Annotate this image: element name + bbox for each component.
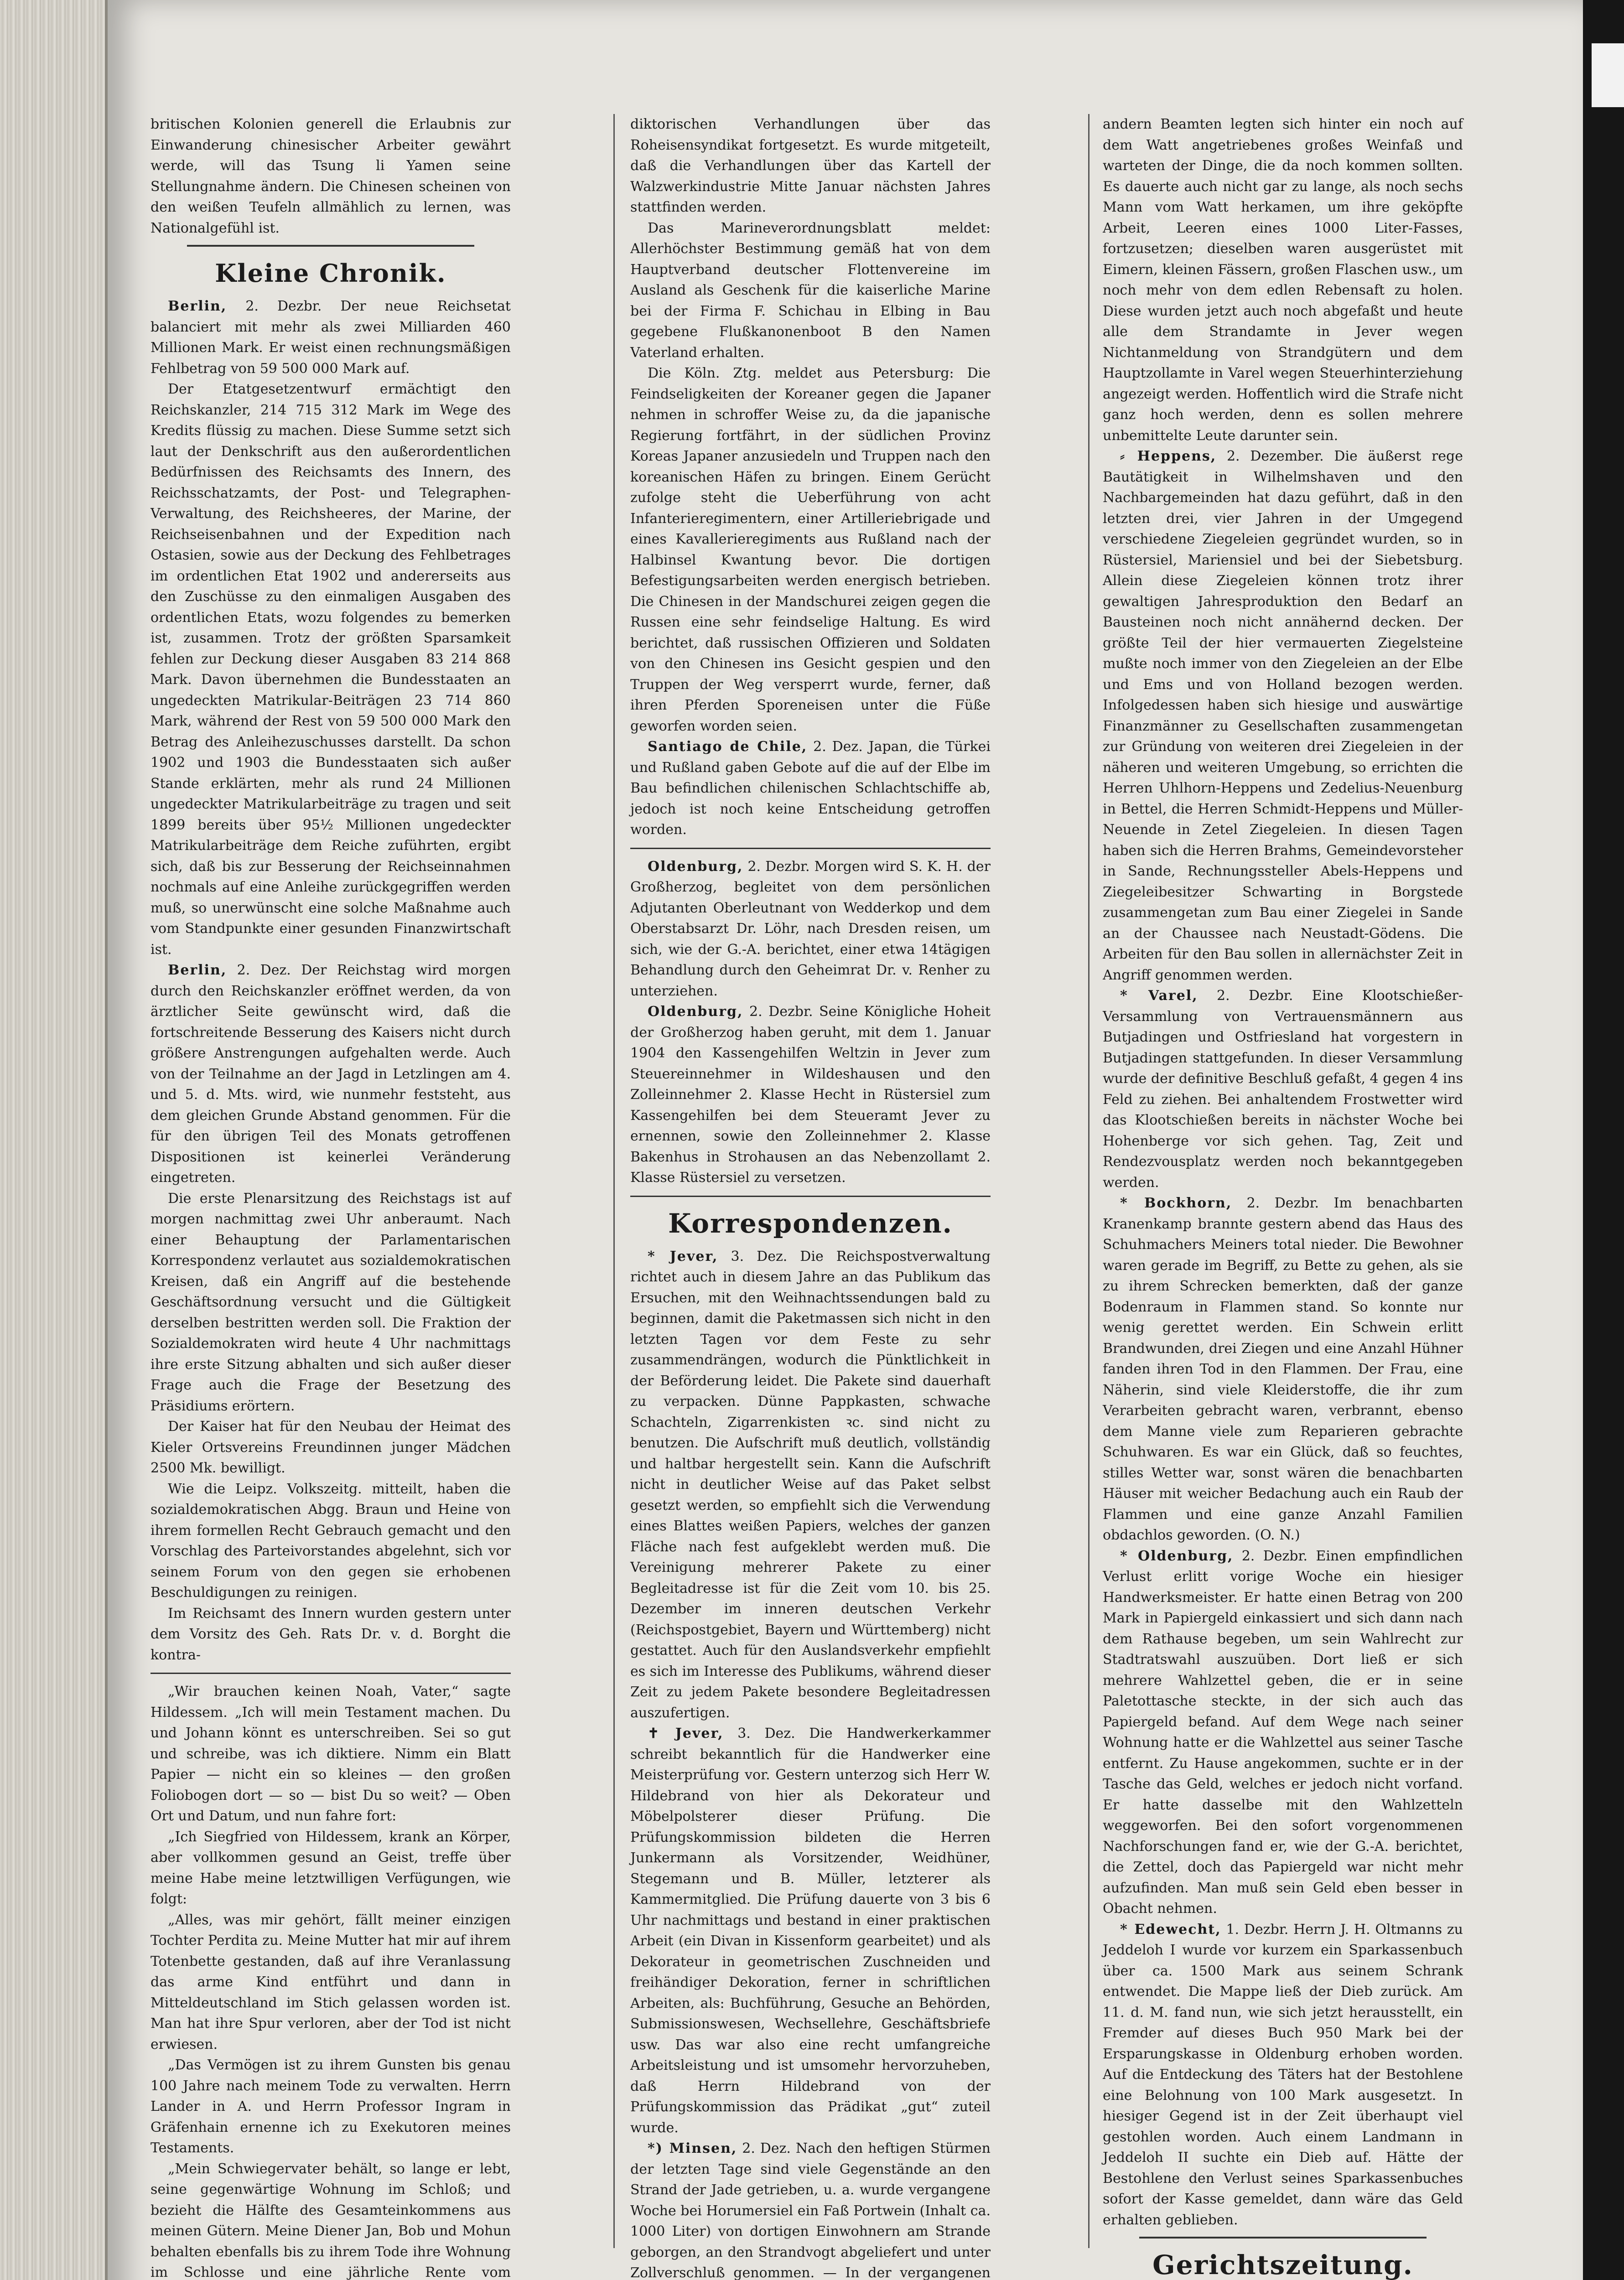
news-item: * Varel, 2. Dezbr. Eine Klootschießer-Versammlung von Vertrauensmännern aus Butjadingen und Ostfriesland hat vorgestern in Butjadingen stattgefunden. In dieser Versammlung wurde der definitive Beschluß gefaßt, 4 gegen 4 ins Feld zu ziehen. Bei anhaltendem Frostwetter wird das Klootschießen bereits in nächster Woche bei Hohenberge vor sich gehen. Tag, Zeit und Rendezvousplatz werden noch bekanntgegeben werden.	[1103, 988, 1463, 1191]
news-item: Wie die Leipz. Volkszeitg. mitteilt, haben die sozialdemokratischen Abgg. Braun und Heine von ihrem formellen Recht Gebrauch gemacht und den Vorschlag des Parteivorstandes abgelehnt, sich vor seinem Forum von den gegen sie erhobenen Beschuldigungen zu reinigen.	[150, 1481, 511, 1601]
news-item: Der Kaiser hat für den Neubau der Heimat des Kieler Ortsvereins Freundinnen junger Mädchen 2500 Mk. bewilligt.	[150, 1419, 511, 1476]
column-2	[630, 114, 991, 2280]
section-rule	[630, 848, 991, 849]
novel-paragraph: „Wir brauchen keinen Noah, Vater,“ sagte Hildessem. „Ich will mein Testament machen. Du und Johann könnt es unterschreiben. Sei so gut und schreibe, was ich diktiere. Nimm ein Blatt Papier — nicht ein so kleines — den großen Foliobogen dort — so — bist Du so weit? — Oben Ort und Datum, und nun fahre fort:	[150, 1684, 511, 1824]
section-rule	[187, 245, 474, 247]
news-item: * Edewecht, 1. Dezbr. Herrn J. H. Oltmanns zu Jeddeloh I wurde vor kurzem ein Sparkassenbuch über ca. 1500 Mark aus seinem Schrank entwendet. Die Mappe ließ der Dieb zurück. Am 11. d. M. fand nun, wie sich jetzt herausstellt, ein Fremder auf dieses Buch 950 Mark bei der Ersparungskasse in Oldenburg erhoben worden. Auf die Entdeckung des Täters hat der Bestohlene eine Belohnung von 100 Mark ausgesetzt. In hiesiger Gegend ist in der Zeit überhaupt viel gestohlen worden. Auch einem Landmann in Jeddeloh II suchte ein Dieb auf. Hätte der Bestohlene den Verlust seines Sparkassenbuches sofort der Kasse gemeldet, dann wäre das Geld erhalten geblieben.	[1103, 1921, 1463, 2228]
news-item: Im Reichsamt des Innern wurden gestern unter dem Vorsitz des Geh. Rats Dr. v. d. Borght die kontra-	[150, 1605, 511, 1663]
section-heading: Korrespondenzen.	[668, 1207, 953, 1239]
article-text: britischen Kolonien generell die Erlaubnis zur Einwanderung chinesischer Arbeiter gewährt werde, will das Tsung li Yamen seine Stellungnahme ändern. Die Chinesen scheinen von den weißen Teufeln allmählich zu lernen, was Nationalgefühl ist.	[150, 116, 511, 236]
news-item: Oldenburg, 2. Dezbr. Seine Königliche Hoheit der Großherzog haben geruht, mit dem 1. Januar 1904 den Kassengehilfen Weltzin in Jever zum Steuereinnehmer in Wildeshausen und den Zolleinnehmer 2. Klasse Hecht in Rüstersiel zum Kassengehilfen bei dem Steueramt Jever zu ernennen, sowie den Zolleinnehmer 2. Klasse Bakenhus in Strohausen an das Nebenzollamt 2. Klasse Rüstersiel zu versetzen.	[630, 1004, 991, 1186]
dateline: * Varel,	[1120, 988, 1198, 1004]
scan-background	[1583, 0, 1624, 2280]
news-item: *) Minsen, 2. Dez. Nach den heftigen Stürmen der letzten Tage sind viele Gegenstände an den Strand der Jade getrieben, u. a. wurde vergangene Woche bei Horumersiel ein Faß Portwein (Inhalt ca. 1000 Liter) von dortigen Einwohnern am Strande geborgen, an den Strandvogt abgeliefert und unter Zollverschluß genommen. — In der vergangenen	[630, 2140, 991, 2280]
paper-tab	[1592, 43, 1624, 107]
news-item: Der Etatgesetzentwurf ermächtigt den Reichskanzler, 214 715 312 Mark im Wege des Kredits flüssig zu machen. Diese Summe setzt sich laut der Denkschrift aus den außerordentlichen Bedürfnissen des Reichsamts des Innern, des Reichsschatzamts, der Post- und Telegraphen-Verwaltung, des Reichsheeres, der Marine, der Reichseisenbahnen und der Expedition nach Ostasien, sowie aus der Deckung des Fehlbetrages im ordentlichen Etat 1902 und andererseits aus den Zuschüsse zu den einmaligen Ausgaben des ordentlichen Etats, wozu folgendes zu bemerken ist, zusammen. Trotz der größten Sparsamkeit fehlen zur Deckung dieser Ausgaben 83 214 868 Mark. Davon übernehmen die Bundesstaaten an ungedeckten Matrikular-Beiträgen 23 714 860 Mark, während der Rest von 59 500 000 Mark den Betrag des Anleihezuschusses darstellt. Da schon 1902 und 1903 die Bundesstaaten sich außer Stande erklärten, mehr als rund 24 Millionen ungedeckter Matrikularbeiträge zu tragen und seit 1899 bereits über 95½ Millionen ungedeckter Matrikularbeiträge dem Reiche zuführten, ergibt sich, daß bis zur Besserung der Reichseinnahmen nochmals auf eine Anleihe zurückgegriffen werden muß, so unerwünscht eine solche Maßnahme auch vom Standpunkte einer gesunden Finanzwirtschaft ist.	[150, 381, 511, 958]
book-page-edges	[0, 0, 108, 2280]
dateline: ⸗ Heppens,	[1120, 448, 1217, 464]
news-item: * Bockhorn, 2. Dezbr. Im benachbarten Kranenkamp brannte gestern abend das Haus des Schuhmachers Meiners total nieder. Die Bewohner waren gerade im Begriff, zu Bette zu gehen, als sie zu ihrem Schrecken bemerkten, daß der ganze Bodenraum in Flammen stand. So konnte nur wenig gerettet werden. Ein Schwein erlitt Brandwunden, drei Ziegen und eine Anzahl Hühner fanden ihren Tod in den Flammen. Der Frau, eine Näherin, sind viele Kleiderstoffe, die ihr zum Verarbeiten gebracht waren, verbrannt, ebenso dem Manne viele zum Reparieren gebrachte Schuhwaren. Es war ein Glück, daß so feuchtes, stilles Wetter war, sonst wären die benachbarten Häuser mit weicher Bedachung auch ein Raub der Flammen und eine ganze Anzahl Familien obdachlos geworden. (O. N.)	[1103, 1195, 1463, 1543]
dateline: Santiago de Chile,	[648, 739, 808, 755]
dateline: Berlin,	[168, 298, 227, 314]
news-item: * Oldenburg, 2. Dezbr. Einen empfindlichen Verlust erlitt vorige Woche ein hiesiger Handwerksmeister. Er hatte einen Betrag von 200 Mark in Papiergeld einkassiert und sich dann nach dem Rathause begeben, um sein Wahlrecht zur Stadtratswahl auszuüben. Dort ließ er sich mehrere Wahlzettel geben, die er in seine Paletottasche steckte, in der sich auch das Papiergeld befand. Auf dem Wege nach seiner Wohnung hatte er die Wahlzettel aus seiner Tasche entfernt. Zu Hause angekommen, suchte er in der Tasche das Geld, welches er jedoch nicht vorfand. Er hatte dasselbe mit den Wahlzetteln weggeworfen. Bei den sofort vorgenommenen Nachforschungen fand er, wie der G.-A. berichtet, die Zettel, doch das Papiergeld war nicht mehr aufzufinden. Man muß sein Geld eben besser in Obacht nehmen.	[1103, 1548, 1463, 1917]
dateline: * Oldenburg,	[1120, 1548, 1234, 1564]
dateline: * Jever,	[648, 1248, 718, 1264]
section-heading: Kleine Chronik.	[215, 259, 446, 288]
dateline: * Bockhorn,	[1120, 1195, 1232, 1211]
feuilleton-rule	[150, 1673, 511, 1674]
dateline: Oldenburg,	[648, 1004, 743, 1020]
news-item: Oldenburg, 2. Dezbr. Morgen wird S. K. H. der Großherzog, begleitet von dem persönlichen Adjutanten Oberleutnant von Wedderkop und dem Oberstabsarzt Dr. Löhr, nach Dresden reisen, um sich, wie der G.-A. berichtet, einer etwa 14tägigen Behandlung durch den Geheimrat Dr. v. Renher zu unterziehen.	[630, 858, 991, 999]
column-rule	[1088, 114, 1090, 2248]
dateline: Berlin,	[168, 962, 227, 978]
news-item: Das Marineverordnungsblatt meldet: Allerhöchster Bestimmung gemäß hat von dem Hauptverband deutscher Flottenvereine im Ausland als Geschenk für die kaiserliche Marine bei der Firma F. Schichau in Elbing in Bau gegebene Flußkanonenboot B den Namen Vaterland erhalten.	[630, 220, 991, 361]
novel-paragraph: „Das Vermögen ist zu ihrem Gunsten bis genau 100 Jahre nach meinem Tode zu verwalten. Herrn Lander in A. und Herrn Professor Ingram in Gräfenhain ernenne ich zu Exekutoren meines Testaments.	[150, 2057, 511, 2156]
article-text: diktorischen Verhandlungen über das Roheisensyndikat fortgesetzt. Es wurde mitgeteilt, daß die Verhandlungen über das Kartell der Walzwerkindustrie Mitte Januar nächsten Jahres stattfinden werden.	[630, 116, 991, 215]
article-text: andern Beamten legten sich hinter ein noch auf dem Watt angetriebenes großes Weinfaß und warteten der Dinge, die da noch kommen sollten. Es dauerte auch nicht gar zu lange, als noch sechs Mann vom Watt herkamen, um ihre geköpfte Arbeit, Leeren eines 1000 Liter-Fasses, fortzusetzen; dieselben waren ausgerüstet mit Eimern, kleinen Fässern, großen Flaschen usw., um noch mehr von dem edlen Rebensaft zu holen. Diese wurden jetzt auch noch abgefaßt und heute alle dem Strandamte in Jever wegen Nichtanmeldung von Strandgütern und dem Hauptzollamte in Varel wegen Steuerhinterziehung angezeigt werden. Hoffentlich wird die Strafe nicht ganz hoch werden, denn es sollen mehrere unbemittelte Leute darunter sein.	[1103, 116, 1463, 444]
column-1	[150, 114, 511, 2280]
news-item: ✝ Jever, 3. Dez. Die Handwerkerkammer schreibt bekanntlich für die Handwerker eine Meisterprüfung vor. Gestern unterzog sich Herr W. Hildebrand von hier als Dekorateur und Möbelpolsterer dieser Prüfung. Die Prüfungskommission bildeten die Herren Junkermann als Vorsitzender, Weidhüner, Stegemann und B. Müller, letzterer als Kammermitglied. Die Prüfung dauerte von 3 bis 6 Uhr nachmittags und bestand in einer praktischen Arbeit (ein Divan in Kissenform gearbeitet) und als Dekorateur in geometrischen Zuschneiden und freihändiger Dekoration, ferner in schriftlichen Arbeiten, als: Buchführung, Gesuche an Behörden, Submissionswesen, Wechsellehre, Geschäftsbriefe usw. Das war also eine recht umfangreiche Arbeitsleistung und ist umsomehr hervorzuheben, daß Herrn Hildebrand von der Prüfungskommission das Prädikat „gut“ zuteil wurde.	[630, 1726, 991, 2136]
news-item: Die Köln. Ztg. meldet aus Petersburg: Die Feindseligkeiten der Koreaner gegen die Japaner nehmen in schroffer Weise zu, da die japanische Regierung fortfährt, in der südlichen Provinz Koreas Japaner anzusiedeln und Truppen nach den koreanischen Häfen zu bringen. Einem Gerücht zufolge steht die Ueberführung von acht Infanterieregimentern, einer Artilleriebrigade und eines Kavallerieregiments aus Rußland nach der Halbinsel Kwantung bevor. Die dortigen Befestigungsarbeiten werden energisch betrieben. Die Chinesen in der Mandschurei zeigen gegen die Russen eine sehr feindselige Haltung. Es wird berichtet, daß russischen Offizieren und Soldaten von den Chinesen ins Gesicht gespien und den Truppen der Weg versperrt wurde, ferner, daß ihren Pferden Sporeneisen unter die Füße geworfen worden seien.	[630, 365, 991, 734]
dateline: *) Minsen,	[648, 2140, 737, 2156]
news-item: Berlin, 2. Dezbr. Der neue Reichsetat balanciert mit mehr als zwei Milliarden 460 Millionen Mark. Er weist einen rechnungsmäßigen Fehlbetrag von 59 500 000 Mark auf.	[150, 298, 511, 377]
novel-paragraph: „Mein Schwiegervater behält, so lange er lebt, seine gegenwärtige Wohnung im Schloß; und bezieht die Hälfte des Gesamteinkommens aus meinen Gütern. Meine Diener Jan, Bob und Mohun behalten ebenfalls bis zu ihrem Tode ihre Wohnung im Schlosse und eine jährliche Rente vom	[150, 2161, 511, 2280]
news-item: * Jever, 3. Dez. Die Reichspostverwaltung richtet auch in diesem Jahre an das Publikum das Ersuchen, mit den Weihnachtssendungen bald zu beginnen, damit die Paketmassen sich nicht in den letzten Tagen vor dem Feste zu sehr zusammendrängen, wodurch die Pünktlichkeit in der Beförderung leidet. Die Pakete sind dauerhaft zu verpacken. Dünne Pappkasten, schwache Schachteln, Zigarrenkisten ꝛc. sind nicht zu benutzen. Die Aufschrift muß deutlich, vollständig und haltbar hergestellt sein. Kann die Aufschrift nicht in deutlicher Weise auf das Paket selbst gesetzt werden, so empfiehlt sich die Verwendung eines Blattes weißen Papiers, welches der ganzen Fläche nach fest aufgeklebt werden muß. Die Vereinigung mehrerer Pakete zu einer Begleitadresse ist für die Zeit vom 10. bis 25. Dezember im inneren deutschen Verkehr (Reichspostgebiet, Bayern und Württemberg) nicht gestattet. Auch für den Auslandsverkehr empfiehlt es sich im Interesse des Publikums, während dieser Zeit zu jedem Pakete besondere Begleitadressen auszufertigen.	[630, 1248, 991, 1721]
news-item: Berlin, 2. Dez. Der Reichstag wird morgen durch den Reichskanzler eröffnet werden, da von ärztlicher Seite gewünscht wird, daß die fortschreitende Besserung des Kaisers nicht durch größere Anstrengungen aufgehalten werde. Auch von der Teilnahme an der Jagd in Letzlingen am 4. und 5. d. Mts. wird, wie nunmehr feststeht, aus dem gleichen Grunde Abstand genommen. Für die für den übrigen Teil des Monats getroffenen Dispositionen ist keinerlei Veränderung eingetreten.	[150, 962, 511, 1186]
column-rule	[613, 114, 615, 2248]
dateline: * Edewecht,	[1120, 1921, 1221, 1938]
news-item: ⸗ Heppens, 2. Dezember. Die äußerst rege Bautätigkeit in Wilhelmshaven und den Nachbargemeinden hat dazu geführt, daß in den letzten drei, vier Jahren in der Umgegend verschiedene Ziegeleien gegründet wurden, so in Rüstersiel, Mariensiel und bei der Siebetsburg. Allein diese Ziegeleien können trotz ihrer gewaltigen Jahresproduktion den Bedarf an Bausteinen noch nicht annähernd decken. Der größte Teil der hier vermauerten Ziegelsteine mußte noch immer von den Ziegeleien an der Elbe und Ems und von Holland bezogen werden. Infolgedessen haben sich hiesige und auswärtige Finanzmänner zu Gesellschaften zusammengetan zur Gründung von weiteren drei Ziegeleien in der näheren und weiteren Umgebung, so errichten die Herren Uhlhorn-Heppens und Zedelius-Neuenburg in Bettel, die Herren Schmidt-Heppens und Müller-Neuende in Zetel Ziegeleien. In diesen Tagen haben sich die Herren Brahms, Gemeindevorsteher in Sande, Rechnungssteller Abels-Heppens und Ziegeleibesitzer Schwarting in Borgstede zusammengetan zum Bau einer Ziegelei in Sande an der Chaussee nach Neustadt-Gödens. Die Arbeiten für den Bau sollen in allernächster Zeit in Angriff genommen werden.	[1103, 448, 1463, 983]
novel-paragraph: „Alles, was mir gehört, fällt meiner einzigen Tochter Perdita zu. Meine Mutter hat mir auf ihrem Totenbette gestanden, daß auf ihre Veranlassung das arme Kind entführt und dann in Mitteldeutschland im Stich gelassen worden ist. Man hat ihre Spur verloren, aber der Tod ist nicht erwiesen.	[150, 1912, 511, 2052]
novel-paragraph: „Ich Siegfried von Hildessem, krank an Körper, aber vollkommen gesund an Geist, treffe über meine Habe meine letztwilligen Verfügungen, wie folgt:	[150, 1829, 511, 1907]
column-3	[1103, 114, 1463, 2280]
dateline: ✝ Jever,	[648, 1726, 724, 1741]
section-rule	[1139, 2237, 1427, 2239]
dateline: Oldenburg,	[648, 858, 743, 875]
news-item: Santiago de Chile, 2. Dez. Japan, die Türkei und Rußland gaben Gebote auf die auf der Elbe im Bau befindlichen chilenischen Schlachtschiffe ab, jedoch ist noch keine Entscheidung getroffen worden.	[630, 739, 991, 838]
section-heading: Gerichtszeitung.	[1152, 2249, 1413, 2280]
section-rule	[630, 1196, 991, 1197]
news-item: Die erste Plenarsitzung des Reichstags ist auf morgen nachmittag zwei Uhr anberaumt. Nach einer Behauptung der Parlamentarischen Korrespondenz verlautet aus sozialdemokratischen Kreisen, daß ein Angriff auf die bestehende Geschäftsordnung versucht und die Gültigkeit derselben bestritten werden soll. Die Fraktion der Sozialdemokraten wird heute 4 Uhr nachmittags ihre erste Sitzung abhalten und sich außer dieser Frage auch die Frage der Besetzung des Präsidiums erörtern.	[150, 1190, 511, 1414]
